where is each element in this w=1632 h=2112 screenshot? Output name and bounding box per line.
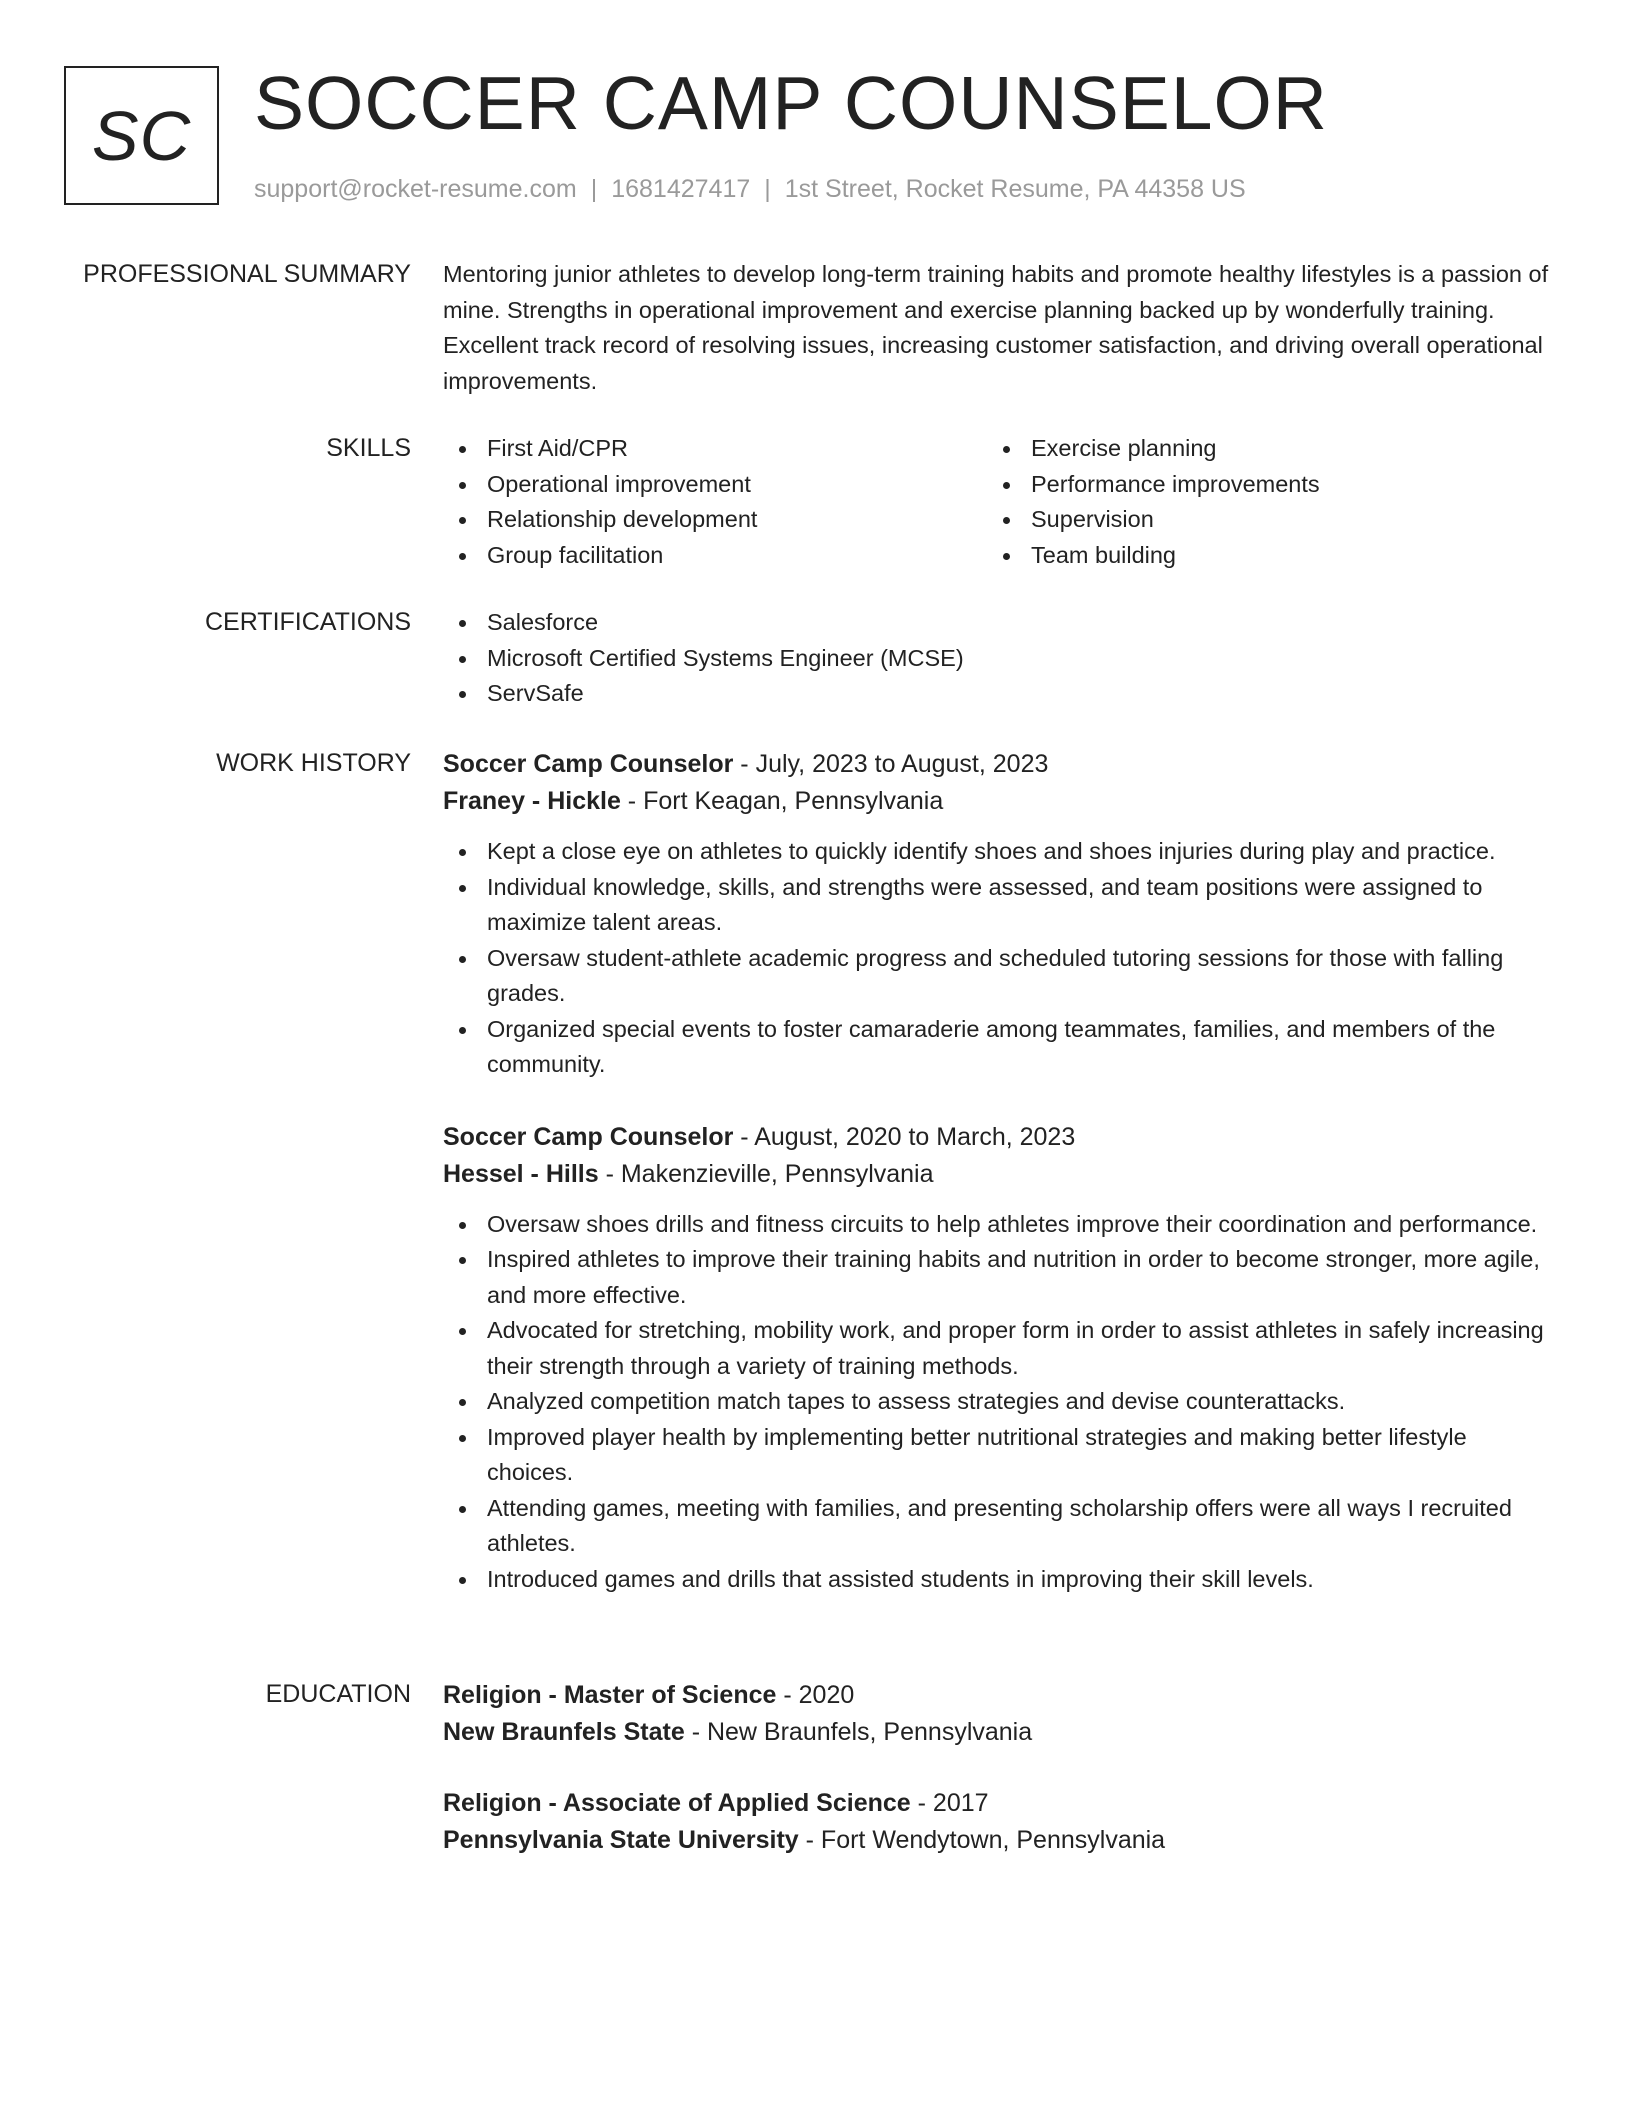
education-degree-line [443,1785,1558,1822]
education-degree: Religion - Associate of Applied Science [443,1789,911,1817]
summary-text: Mentoring junior athletes to develop long-term training habits and promote healthy lifestyles is a passion of mine. Strengths in operational improvement and exercise planning backed up by wonderfully training. Excellent track record of resolving issues, increasing customer satisfaction, and driving overall operational improvements. [443,261,1549,394]
skill-item: Performance improvements [987,467,1531,503]
certifications-list [443,605,1558,712]
job-location: - Fort Keagan, Pennsylvania [620,787,944,815]
job-bullet: Analyzed competition match tapes to assess strategies and devise counterattacks. [443,1384,1558,1420]
education-school: Pennsylvania State University [443,1826,799,1854]
education-school: New Braunfels State [443,1718,685,1746]
resume-title: SOCCER CAMP COUNSELOR [254,61,1328,145]
skill-item: Relationship development [443,502,987,538]
job-bullet: Improved player health by implementing better nutritional strategies and making better lifestyle choices. [443,1420,1558,1491]
monogram-logo: SC [64,66,219,205]
education-school-line [443,1714,1558,1751]
job-bullet: Organized special events to foster camaraderie among teammates, families, and members of the community. [443,1012,1558,1083]
skills-list-left [443,431,987,573]
work-history-body [443,746,1558,1633]
job-company: Franey - Hickle [443,787,621,815]
job-bullet: Individual knowledge, skills, and strengths were assessed, and team positions were assigned to maximize talent areas. [443,870,1558,941]
job-bullet: Attending games, meeting with families, and presenting scholarship offers were all ways I recruited athletes. [443,1491,1558,1562]
certification-item: Salesforce [443,605,1558,641]
skill-item: Operational improvement [443,467,987,503]
job-dates: - July, 2023 to August, 2023 [733,750,1049,778]
job-bullet-list [443,1207,1558,1598]
job-location: - Makenzieville, Pennsylvania [598,1159,934,1188]
skills-columns [443,431,1558,573]
skills-list-right [987,431,1531,573]
job-title-line [443,1119,1558,1156]
job-bullet: Inspired athletes to improve their training habits and nutrition in order to become stronger, more agile, and more effective. [443,1242,1558,1313]
job-title: Soccer Camp Counselor [443,1122,734,1151]
section-label-work-history: WORK HISTORY [216,749,411,777]
job-bullet: Oversaw student-athlete academic progress and scheduled tutoring sessions for those with falling grades. [443,941,1558,1012]
section-label-skills: SKILLS [326,434,411,462]
contact-line [254,172,1246,206]
job-company: Hessel - Hills [443,1159,599,1188]
skill-item: Supervision [987,502,1531,538]
certifications-body [443,605,1558,712]
skill-item: Group facilitation [443,538,987,574]
contact-separator: | [590,175,598,203]
education-body [443,1677,1558,1893]
education-location: - Fort Wendytown, Pennsylvania [798,1826,1166,1854]
skill-item: Team building [987,538,1531,574]
job-bullet: Advocated for stretching, mobility work, and proper form in order to assist athletes in safely increasing their strength through a variety of training methods. [443,1313,1558,1384]
job-dates: - August, 2020 to March, 2023 [733,1122,1076,1151]
section-label-summary: PROFESSIONAL SUMMARY [83,260,411,288]
job-bullet: Kept a close eye on athletes to quickly identify shoes and shoes injuries during play and practice. [443,834,1558,870]
job-entry [443,1119,1558,1598]
contact-separator: | [764,175,771,203]
education-year: - 2020 [776,1681,855,1709]
education-year: - 2017 [910,1789,989,1817]
skill-item: Exercise planning [987,431,1531,467]
section-label-education: EDUCATION [265,1680,411,1708]
education-entry [443,1785,1558,1859]
job-company-line [443,1156,1558,1193]
education-entry [443,1677,1558,1751]
job-bullet-list [443,834,1558,1083]
job-bullet: Introduced games and drills that assisted students in improving their skill levels. [443,1562,1558,1598]
education-degree: Religion - Master of Science [443,1681,777,1709]
education-location: - New Braunfels, Pennsylvania [684,1718,1033,1746]
contact-address: 1st Street, Rocket Resume, PA 44358 US [784,175,1246,203]
certification-item: Microsoft Certified Systems Engineer (MCSE) [443,641,1558,677]
section-label-certifications: CERTIFICATIONS [204,608,411,636]
job-title: Soccer Camp Counselor [443,750,734,778]
job-entry [443,746,1558,1083]
skill-item: First Aid/CPR [443,431,987,467]
education-school-line [443,1822,1558,1859]
job-title-line [443,746,1558,783]
job-company-line [443,783,1558,820]
contact-phone: 1681427417 [611,175,751,203]
job-bullet: Oversaw shoes drills and fitness circuits to help athletes improve their coordination and performance. [443,1207,1558,1243]
education-degree-line [443,1677,1558,1714]
contact-email[interactable]: support@rocket-resume.com [254,175,577,203]
certification-item: ServSafe [443,676,1558,712]
